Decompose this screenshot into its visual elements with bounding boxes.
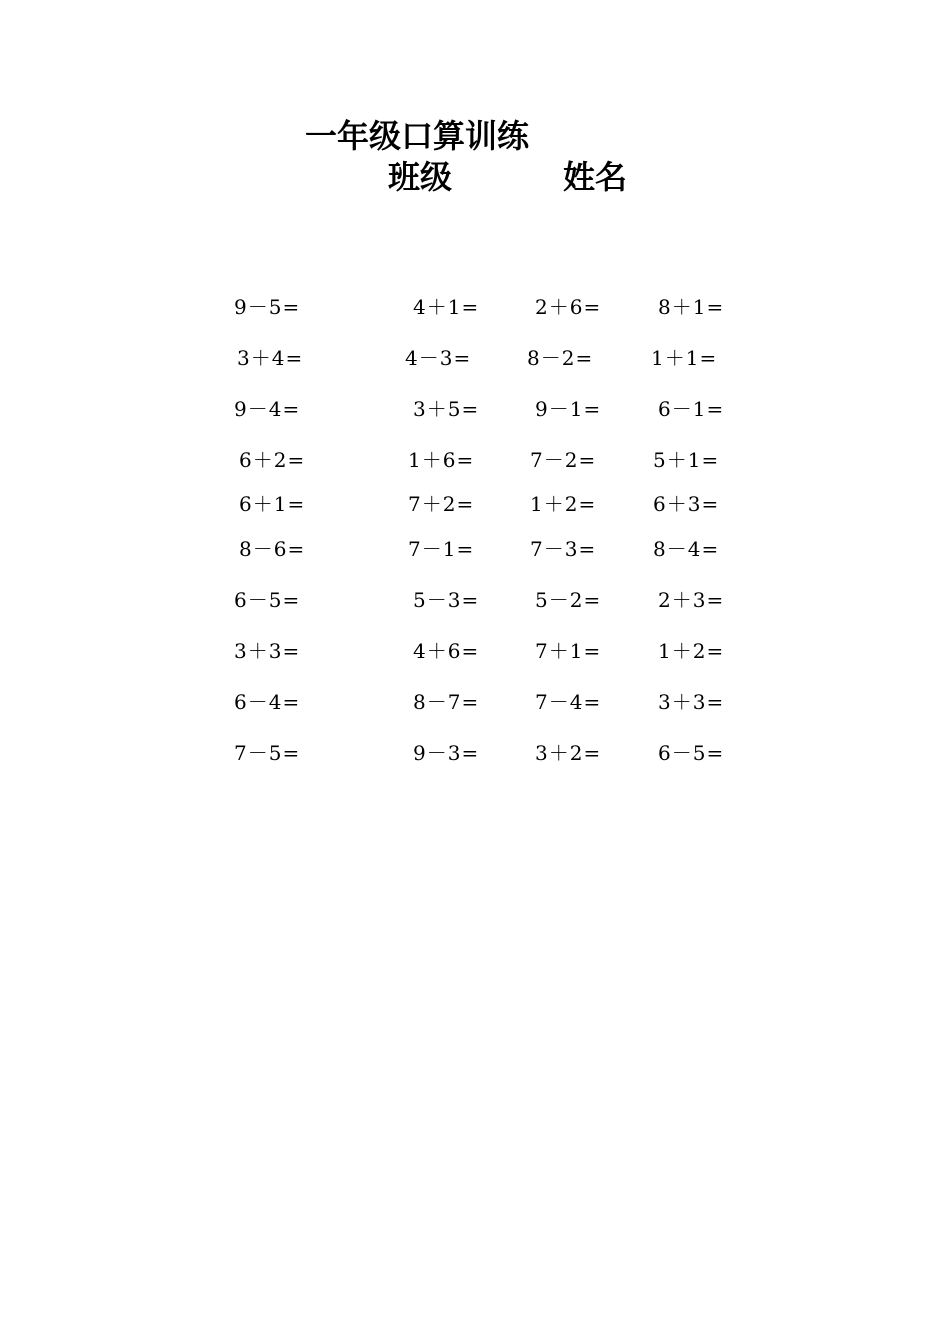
math-problem: 6－5= <box>658 741 725 765</box>
math-problem: 5＋1= <box>653 448 720 472</box>
math-problem: 3＋2= <box>535 741 602 765</box>
math-problem: 7－5= <box>234 741 301 765</box>
math-problem: 5－3= <box>413 588 480 612</box>
math-problem: 8－2= <box>527 346 594 370</box>
math-problem: 3＋5= <box>413 397 480 421</box>
math-problem: 9－4= <box>234 397 301 421</box>
math-problem: 4＋1= <box>413 295 480 319</box>
math-problem: 5－2= <box>535 588 602 612</box>
math-problem: 3＋4= <box>237 346 304 370</box>
math-problem: 4－3= <box>405 346 472 370</box>
math-problem: 8－4= <box>653 537 720 561</box>
math-problem: 6－5= <box>234 588 301 612</box>
math-problem: 6＋1= <box>239 492 306 516</box>
math-problem: 2＋6= <box>535 295 602 319</box>
math-problem: 7－3= <box>530 537 597 561</box>
math-problem: 6－4= <box>234 690 301 714</box>
math-problem: 7－2= <box>530 448 597 472</box>
math-problem: 3＋3= <box>658 690 725 714</box>
math-problem: 4＋6= <box>413 639 480 663</box>
math-problem: 9－5= <box>234 295 301 319</box>
math-problem: 7－1= <box>408 537 475 561</box>
class-label: 班级 <box>388 158 453 196</box>
math-problem: 7＋1= <box>535 639 602 663</box>
math-problem: 7－4= <box>535 690 602 714</box>
math-problem: 6＋3= <box>653 492 720 516</box>
math-problem: 9－1= <box>535 397 602 421</box>
name-label: 姓名 <box>563 158 628 196</box>
math-problem: 1＋1= <box>651 346 718 370</box>
math-problem: 8＋1= <box>658 295 725 319</box>
math-problem: 6－1= <box>658 397 725 421</box>
math-problem: 7＋2= <box>408 492 475 516</box>
math-problem: 1＋2= <box>658 639 725 663</box>
worksheet-title: 一年级口算训练 <box>305 117 530 155</box>
math-problem: 1＋6= <box>408 448 475 472</box>
math-problem: 8－7= <box>413 690 480 714</box>
math-problem: 6＋2= <box>239 448 306 472</box>
math-problem: 2＋3= <box>658 588 725 612</box>
math-problem: 8－6= <box>239 537 306 561</box>
math-problem: 1＋2= <box>530 492 597 516</box>
math-problem: 3＋3= <box>234 639 301 663</box>
math-problem: 9－3= <box>413 741 480 765</box>
